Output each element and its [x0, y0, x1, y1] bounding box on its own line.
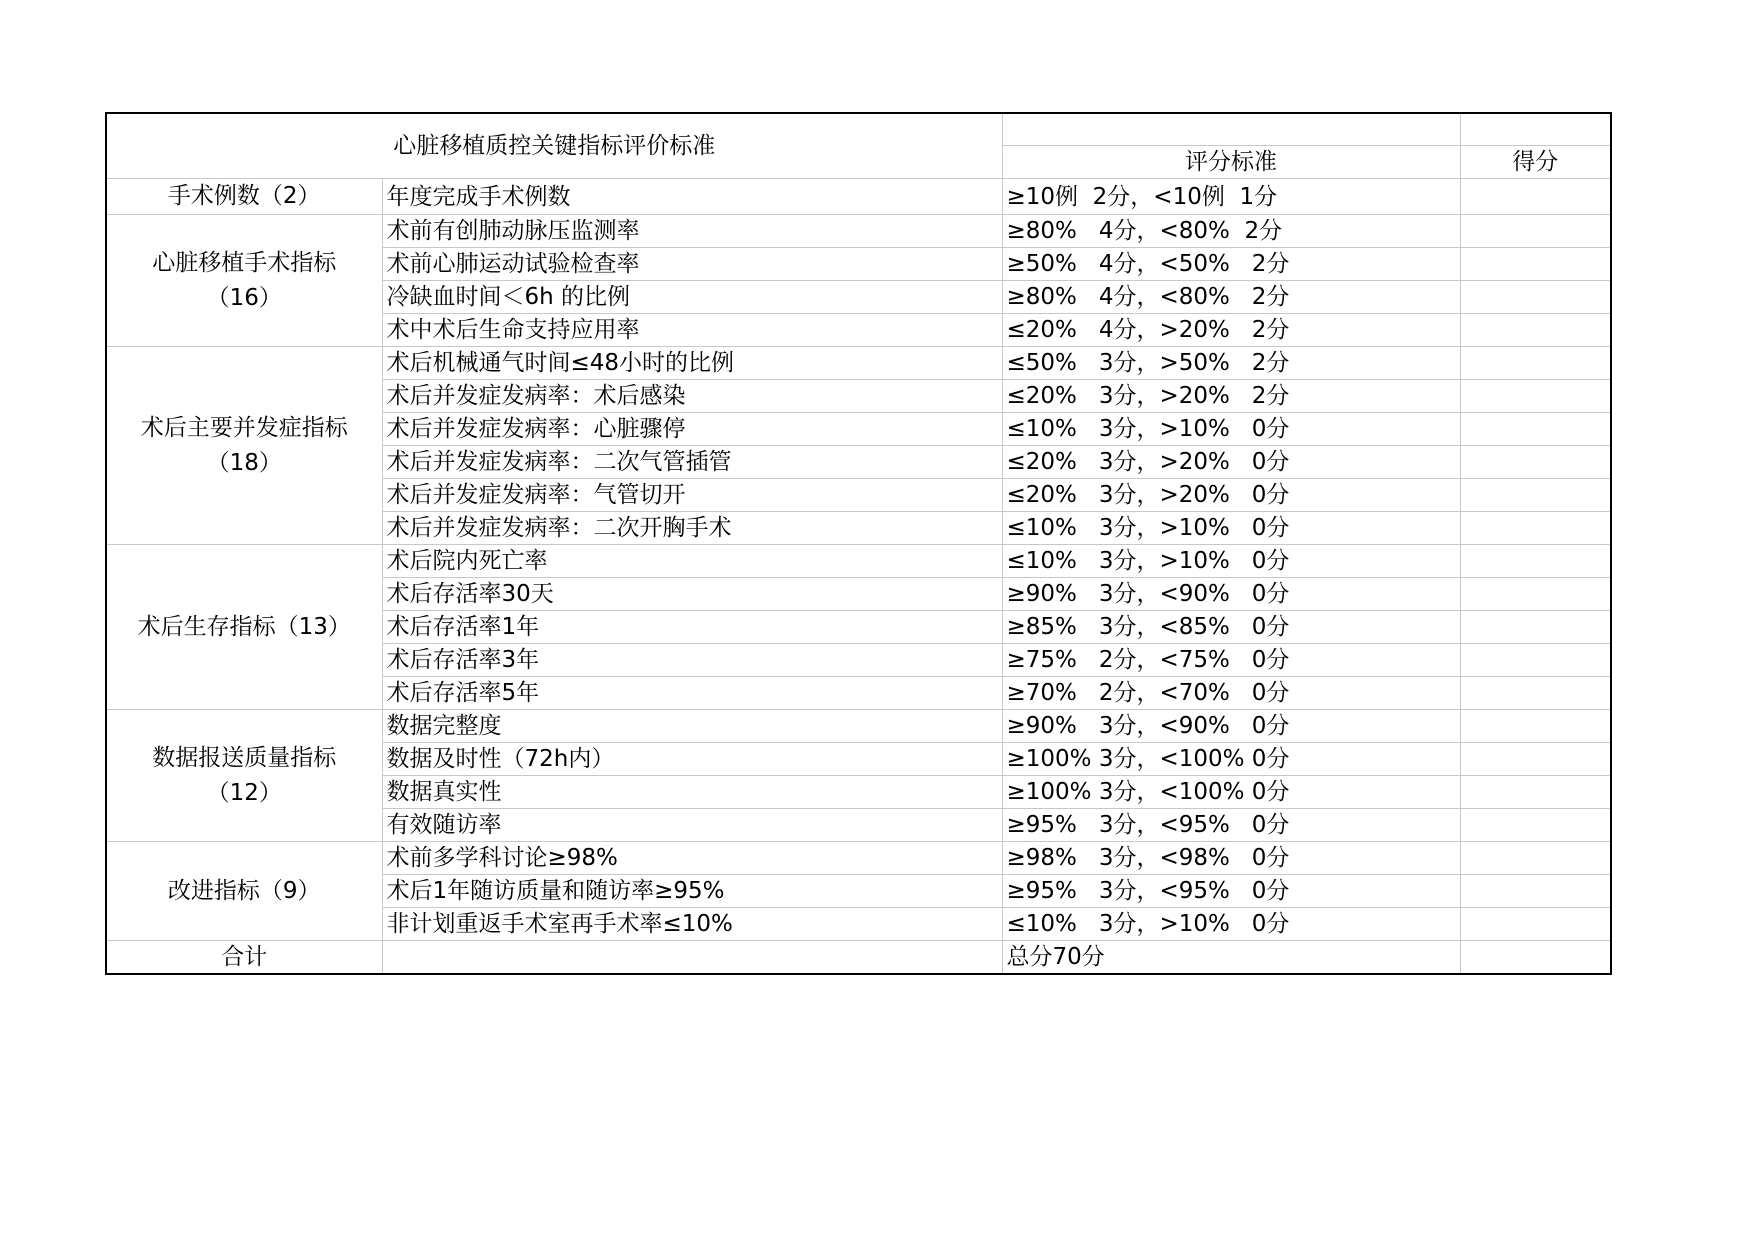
category-cell[interactable] — [106, 179, 382, 215]
indicator-cell[interactable]: 术后并发症发病率：术后感染 — [382, 380, 1002, 413]
score-cell[interactable] — [1460, 776, 1611, 809]
score-cell[interactable] — [1460, 611, 1611, 644]
table-row — [106, 545, 1611, 578]
table-row — [106, 215, 1611, 248]
criteria-cell[interactable]: ≥95% 3分，<95% 0分 — [1002, 809, 1460, 842]
indicator-cell[interactable]: 术后并发症发病率：心脏骤停 — [382, 413, 1002, 446]
indicator-cell[interactable]: 术后存活率3年 — [382, 644, 1002, 677]
indicator-cell[interactable]: 有效随访率 — [382, 809, 1002, 842]
category-label: 术后生存指标（13） — [137, 613, 351, 640]
indicator-cell[interactable]: 术后机械通气时间≤48小时的比例 — [382, 347, 1002, 380]
score-cell[interactable] — [1460, 809, 1611, 842]
score-cell[interactable] — [1460, 380, 1611, 413]
table-row — [106, 842, 1611, 875]
score-cell[interactable] — [1460, 413, 1611, 446]
indicator-cell[interactable]: 冷缺血时间＜6h 的比例 — [382, 281, 1002, 314]
category-label: 改进指标（9） — [167, 877, 321, 904]
score-cell[interactable] — [1460, 545, 1611, 578]
total-row — [106, 941, 1611, 975]
score-header-top-cell[interactable] — [1460, 113, 1611, 146]
indicator-cell[interactable]: 数据完整度 — [382, 710, 1002, 743]
total-score-cell[interactable] — [1460, 941, 1611, 975]
total-label[interactable]: 合计 — [106, 941, 382, 975]
score-cell[interactable] — [1460, 179, 1611, 215]
category-cell[interactable] — [106, 710, 382, 842]
category-weight: （12） — [206, 779, 282, 806]
indicator-cell[interactable]: 非计划重返手术室再手术率≤10% — [382, 908, 1002, 941]
category-weight: （18） — [206, 449, 282, 476]
score-cell[interactable] — [1460, 446, 1611, 479]
evaluation-table — [105, 112, 1612, 975]
category-cell[interactable] — [106, 347, 382, 545]
indicator-cell[interactable]: 年度完成手术例数 — [382, 179, 1002, 215]
total-indicator-cell[interactable] — [382, 941, 1002, 975]
criteria-cell[interactable]: ≤20% 4分，>20% 2分 — [1002, 314, 1460, 347]
score-header[interactable]: 得分 — [1460, 146, 1611, 179]
score-cell[interactable] — [1460, 347, 1611, 380]
indicator-cell[interactable]: 术前多学科讨论≥98% — [382, 842, 1002, 875]
criteria-cell[interactable]: ≤50% 3分，>50% 2分 — [1002, 347, 1460, 380]
score-cell[interactable] — [1460, 677, 1611, 710]
sheet-title: 心脏移植质控关键指标评价标准 — [106, 113, 1002, 179]
criteria-cell[interactable]: ≥80% 4分，<80% 2分 — [1002, 215, 1460, 248]
table-row — [106, 347, 1611, 380]
criteria-cell[interactable]: ≤20% 3分，>20% 2分 — [1002, 380, 1460, 413]
criteria-cell[interactable]: ≥50% 4分，<50% 2分 — [1002, 248, 1460, 281]
score-cell[interactable] — [1460, 842, 1611, 875]
total-criteria[interactable]: 总分70分 — [1002, 941, 1460, 975]
score-cell[interactable] — [1460, 512, 1611, 545]
score-cell[interactable] — [1460, 908, 1611, 941]
criteria-cell[interactable]: ≥98% 3分，<98% 0分 — [1002, 842, 1460, 875]
category-label: 数据报送质量指标 — [152, 744, 337, 771]
criteria-cell[interactable]: ≤10% 3分，>10% 0分 — [1002, 512, 1460, 545]
indicator-cell[interactable]: 术中术后生命支持应用率 — [382, 314, 1002, 347]
indicator-cell[interactable]: 术后存活率5年 — [382, 677, 1002, 710]
score-cell[interactable] — [1460, 248, 1611, 281]
table-row — [106, 710, 1611, 743]
criteria-cell[interactable]: ≤10% 3分，>10% 0分 — [1002, 413, 1460, 446]
category-cell[interactable] — [106, 545, 382, 710]
score-cell[interactable] — [1460, 215, 1611, 248]
category-label: 术后主要并发症指标 — [140, 414, 348, 441]
indicator-cell[interactable]: 术后存活率30天 — [382, 578, 1002, 611]
criteria-cell[interactable]: ≥75% 2分，<75% 0分 — [1002, 644, 1460, 677]
criteria-header[interactable]: 评分标准 — [1002, 146, 1460, 179]
score-cell[interactable] — [1460, 281, 1611, 314]
score-cell[interactable] — [1460, 644, 1611, 677]
indicator-cell[interactable]: 术后并发症发病率：气管切开 — [382, 479, 1002, 512]
indicator-cell[interactable]: 术后院内死亡率 — [382, 545, 1002, 578]
category-label: 心脏移植手术指标 — [152, 249, 337, 276]
category-label: 手术例数（2） — [167, 183, 321, 209]
criteria-cell[interactable]: ≤10% 3分，>10% 0分 — [1002, 545, 1460, 578]
indicator-cell[interactable]: 术后并发症发病率：二次开胸手术 — [382, 512, 1002, 545]
criteria-cell[interactable]: ≥80% 4分，<80% 2分 — [1002, 281, 1460, 314]
table-row — [106, 179, 1611, 215]
score-cell[interactable] — [1460, 578, 1611, 611]
indicator-cell[interactable]: 数据真实性 — [382, 776, 1002, 809]
criteria-cell[interactable]: ≥10例 2分，<10例 1分 — [1002, 179, 1460, 215]
indicator-cell[interactable]: 术后并发症发病率：二次气管插管 — [382, 446, 1002, 479]
criteria-cell[interactable]: ≥100% 3分，<100% 0分 — [1002, 776, 1460, 809]
score-cell[interactable] — [1460, 710, 1611, 743]
criteria-cell[interactable]: ≤20% 3分，>20% 0分 — [1002, 479, 1460, 512]
criteria-cell[interactable]: ≥70% 2分，<70% 0分 — [1002, 677, 1460, 710]
criteria-cell[interactable]: ≤20% 3分，>20% 0分 — [1002, 446, 1460, 479]
score-cell[interactable] — [1460, 314, 1611, 347]
criteria-cell[interactable]: ≤10% 3分，>10% 0分 — [1002, 908, 1460, 941]
criteria-cell[interactable]: ≥85% 3分，<85% 0分 — [1002, 611, 1460, 644]
criteria-cell[interactable]: ≥90% 3分，<90% 0分 — [1002, 578, 1460, 611]
title-row — [106, 113, 1611, 146]
category-cell[interactable] — [106, 215, 382, 347]
criteria-header-top-cell[interactable] — [1002, 113, 1460, 146]
criteria-cell[interactable]: ≥100% 3分，<100% 0分 — [1002, 743, 1460, 776]
score-cell[interactable] — [1460, 479, 1611, 512]
indicator-cell[interactable]: 术后1年随访质量和随访率≥95% — [382, 875, 1002, 908]
indicator-cell[interactable]: 数据及时性（72h内） — [382, 743, 1002, 776]
indicator-cell[interactable]: 术后存活率1年 — [382, 611, 1002, 644]
indicator-cell[interactable]: 术前有创肺动脉压监测率 — [382, 215, 1002, 248]
category-cell[interactable] — [106, 842, 382, 941]
criteria-cell[interactable]: ≥90% 3分，<90% 0分 — [1002, 710, 1460, 743]
category-weight: （16） — [206, 284, 282, 311]
indicator-cell[interactable]: 术前心肺运动试验检查率 — [382, 248, 1002, 281]
score-cell[interactable] — [1460, 743, 1611, 776]
criteria-cell[interactable]: ≥95% 3分，<95% 0分 — [1002, 875, 1460, 908]
score-cell[interactable] — [1460, 875, 1611, 908]
